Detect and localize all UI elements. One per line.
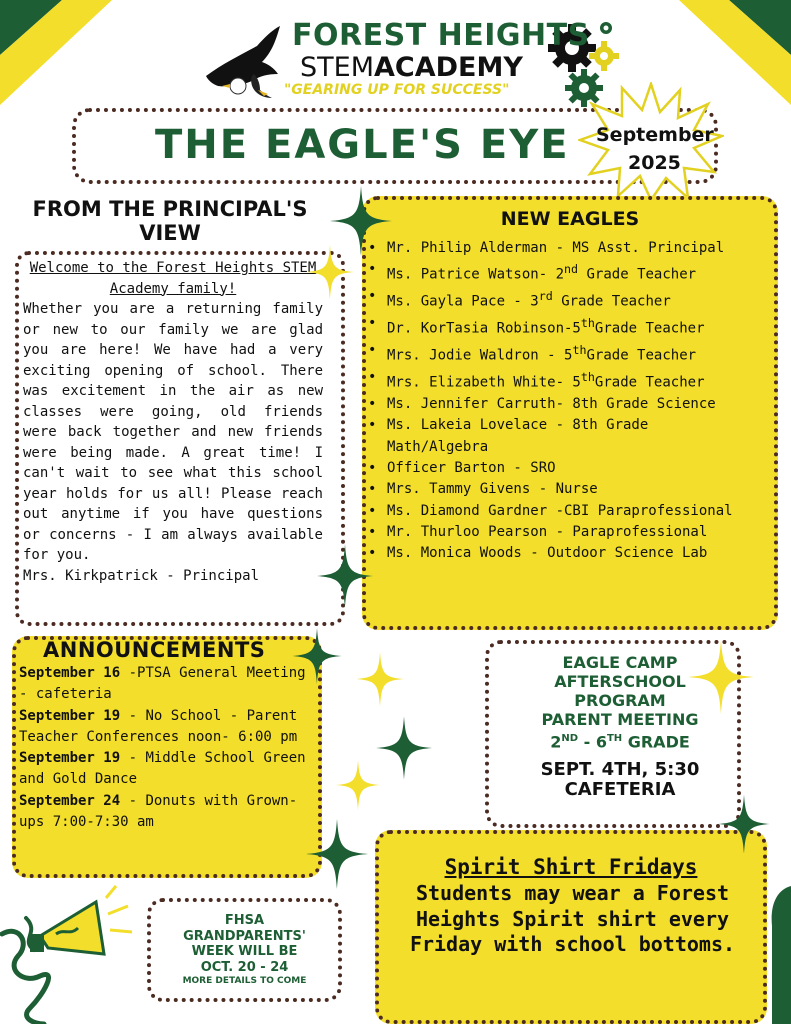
star-decoration xyxy=(316,544,374,608)
principal-heading: FROM THE PRINCIPAL'S VIEW xyxy=(32,197,308,245)
star-decoration xyxy=(306,818,368,890)
star-decoration xyxy=(376,716,432,780)
school-subtitle: STEMACADEMY xyxy=(300,52,523,83)
announcements-list xyxy=(19,663,315,833)
star-decoration xyxy=(718,794,770,854)
corner-decoration-left xyxy=(0,0,120,120)
principal-letter xyxy=(23,258,323,586)
list-item: • Ms. Gayla Pace - 3rd Grade Teacher xyxy=(368,288,671,310)
spirit-shirt-text: Students may wear a Forest Heights Spirit shirt every Friday with school bottoms. xyxy=(409,881,736,956)
principal-welcome: Welcome to the Forest Heights STEM Academy family! xyxy=(29,260,317,297)
eagle-logo xyxy=(202,24,288,102)
spirit-shirt-title: Spirit Shirt Fridays xyxy=(444,855,698,879)
grandparents-note: MORE DETAILS TO COME xyxy=(182,976,307,986)
list-item: • Dr. KorTasia Robinson-5thGrade Teacher xyxy=(368,315,705,337)
list-item: • Officer Barton - SRO xyxy=(368,459,556,476)
list-item: • Ms. Lakeia Lovelace - 8th Grade Math/Algebra xyxy=(368,417,649,455)
list-item: • Ms. Jennifer Carruth- 8th Grade Science xyxy=(368,396,716,413)
megaphone-icon xyxy=(0,884,140,1024)
list-item: • Mrs. Jodie Waldron - 5thGrade Teacher xyxy=(368,342,697,364)
list-item: September 16 -PTSA General Meeting - cafeteria xyxy=(19,665,306,703)
list-item: September 19 - Middle School Green and Gold Dance xyxy=(19,750,306,788)
principal-body: Whether you are a returning family or new to our family we are glad you are here! We have had a very exciting opening of school. There was excitement in the air as new classes were going, old friends were back together and new friends were being made. A great time! I can't wait to see what this school year holds for us all! Please reach out anytime if you have questions or concerns - I am always available for you. xyxy=(23,301,323,563)
announcements-heading: ANNOUNCEMENTS xyxy=(43,638,266,662)
star-decoration xyxy=(688,640,754,714)
issue-year: 2025 xyxy=(628,152,681,174)
new-eagles-heading: NEW EAGLES xyxy=(500,208,640,230)
list-item: • Mrs. Elizabeth White- 5thGrade Teacher xyxy=(368,369,705,391)
issue-month: September xyxy=(596,124,714,146)
principal-signature: Mrs. Kirkpatrick - Principal xyxy=(23,567,260,584)
star-decoration xyxy=(336,760,380,810)
list-item: • Ms. Patrice Watson- 2nd Grade Teacher xyxy=(368,261,697,283)
list-item: • Mrs. Tammy Givens - Nurse xyxy=(368,481,598,498)
newsletter-title: THE EAGLE'S EYE xyxy=(155,122,570,168)
eagle-camp-details: EAGLE CAMP AFTERSCHOOL PROGRAM PARENT MEETING 2ND - 6TH GRADE xyxy=(541,653,699,752)
tagline: "GEARING UP FOR SUCCESS" xyxy=(284,82,510,98)
list-item: • Mr. Philip Alderman - MS Asst. Principal xyxy=(368,240,725,256)
list-item: September 24 - Donuts with Grown-ups 7:00-7:30 am xyxy=(19,792,298,831)
star-decoration xyxy=(292,628,342,684)
school-name: FOREST HEIGHTS xyxy=(292,18,590,53)
list-item: • Mr. Thurloo Pearson - Paraprofessional xyxy=(368,523,708,540)
list-item: September 19 - No School - Parent Teacher Conferences noon- 6:00 pm xyxy=(19,707,298,745)
star-decoration xyxy=(306,244,354,300)
new-eagles-list xyxy=(368,238,733,564)
star-decoration xyxy=(356,652,404,706)
eagle-camp-time: SEPT. 4TH, 5:30 CAFETERIA xyxy=(540,759,700,800)
list-item: • Ms. Diamond Gardner -CBI Paraprofessional xyxy=(368,502,733,519)
grandparents-week: FHSA GRANDPARENTS' WEEK WILL BE OCT. 20 - 24 xyxy=(183,913,306,975)
list-item: • Ms. Monica Woods - Outdoor Science Lab xyxy=(368,545,708,562)
corner-decoration-bottom-right xyxy=(766,886,791,1024)
